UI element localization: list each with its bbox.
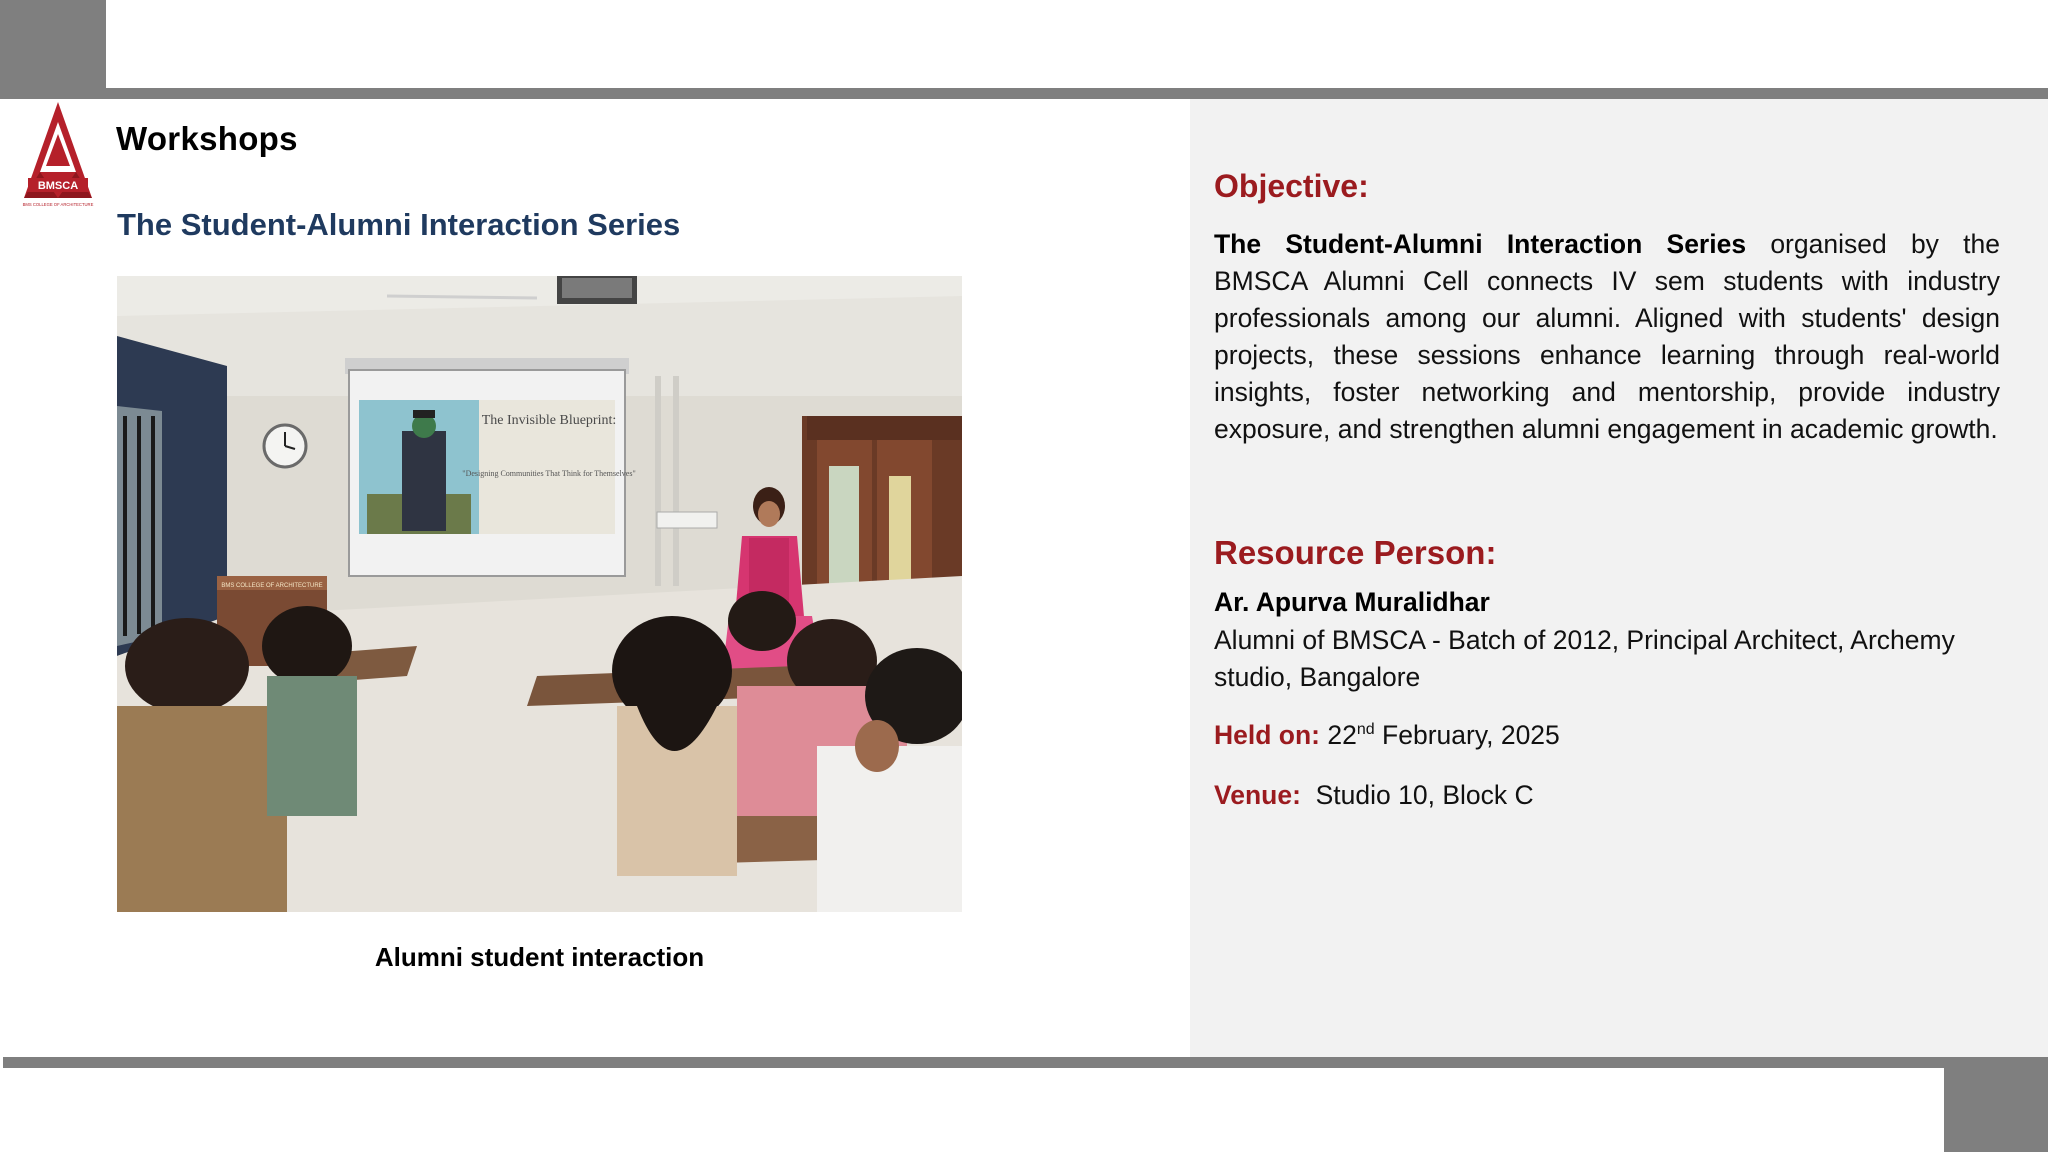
objective-series-name: The Student-Alumni Interaction Series	[1214, 229, 1747, 259]
top-corner-block	[0, 0, 106, 98]
held-on-day: 22	[1327, 720, 1357, 750]
venue-value: Studio 10, Block C	[1315, 780, 1534, 810]
held-on-label: Held on:	[1214, 720, 1320, 750]
objective-heading: Objective:	[1214, 168, 1369, 204]
resource-person-heading: Resource Person:	[1214, 534, 1497, 571]
bottom-corner-block	[1944, 1057, 2048, 1152]
event-photo	[117, 276, 962, 912]
series-title: The Student-Alumni Interaction Series	[117, 207, 681, 242]
held-on-suffix: nd	[1356, 721, 1375, 739]
logo-text: BMSCA	[37, 180, 79, 192]
bottom-divider-bar	[3, 1057, 2048, 1068]
logo-subtext: BMS COLLEGE OF ARCHITECTURE	[22, 202, 94, 207]
objective-body: organised by the BMSCA Alumni Cell connects IV sem students with industry professionals among our alumni. Aligned with students' design projects, these sessions enhance learning through real-world insights, foster networking and mentorship, provide industry exposure, and strengthen alumni engagement in academic growth.	[1214, 229, 2000, 444]
held-on-date-rest: February, 2025	[1382, 720, 1560, 750]
venue-line	[1214, 780, 1534, 811]
top-divider-bar	[0, 88, 2048, 99]
section-title: Workshops	[116, 120, 298, 157]
resource-person-description: Alumni of BMSCA - Batch of 2012, Principal Architect, Archemy studio, Bangalore	[1214, 625, 1955, 692]
slide-subtitle: "Designing Communities That Think for Themselves"	[462, 469, 636, 478]
slide-title: The Invisible Blueprint:	[481, 413, 617, 428]
objective-text	[1214, 226, 2000, 448]
photo-caption: Alumni student interaction	[374, 942, 705, 972]
held-on-line	[1214, 720, 1560, 751]
venue-label: Venue:	[1214, 780, 1301, 810]
bmsca-logo	[20, 100, 96, 212]
resource-person-name: Ar. Apurva Muralidhar	[1214, 587, 1490, 617]
lectern-board-text: BMS COLLEGE OF ARCHITECTURE	[221, 583, 323, 589]
